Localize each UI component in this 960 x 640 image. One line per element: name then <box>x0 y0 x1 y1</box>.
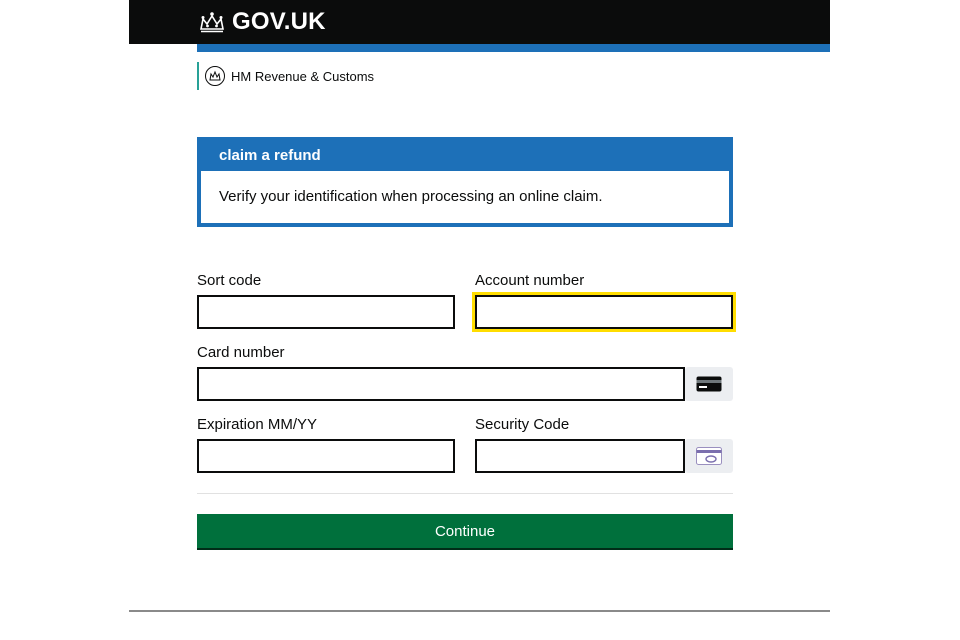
govuk-logo-link[interactable] <box>198 8 326 36</box>
govuk-header <box>129 0 830 44</box>
account-number-input[interactable] <box>475 295 733 329</box>
card-icon-box <box>685 367 733 401</box>
notification-title: claim a refund <box>219 147 321 164</box>
notification-title-bar <box>201 141 729 171</box>
organisation-name: HM Revenue & Customs <box>231 68 375 84</box>
card-cvv-icon <box>696 447 722 465</box>
credit-card-icon <box>696 376 722 392</box>
account-number-label: Account number <box>475 272 585 289</box>
notification-panel <box>197 137 733 227</box>
form-divider <box>197 493 733 494</box>
expiration-input[interactable] <box>197 439 455 473</box>
sort-code-input[interactable] <box>197 295 455 329</box>
header-blue-strip <box>197 44 830 52</box>
continue-button[interactable]: Continue <box>197 514 733 548</box>
crown-icon <box>198 10 226 34</box>
footer-divider <box>129 610 830 612</box>
organisation-banner[interactable] <box>197 62 374 90</box>
crest-icon <box>205 66 225 86</box>
expiration-label: Expiration MM/YY <box>197 416 318 433</box>
notification-body: Verify your identification when processing an online claim. <box>219 188 603 205</box>
security-code-label: Security Code <box>475 416 570 433</box>
govuk-logo-text: GOV.UK <box>232 8 326 35</box>
sort-code-label: Sort code <box>197 272 262 289</box>
security-code-input[interactable] <box>475 439 685 473</box>
cvv-icon-box <box>685 439 733 473</box>
card-number-input[interactable] <box>197 367 685 401</box>
card-number-label: Card number <box>197 344 285 361</box>
